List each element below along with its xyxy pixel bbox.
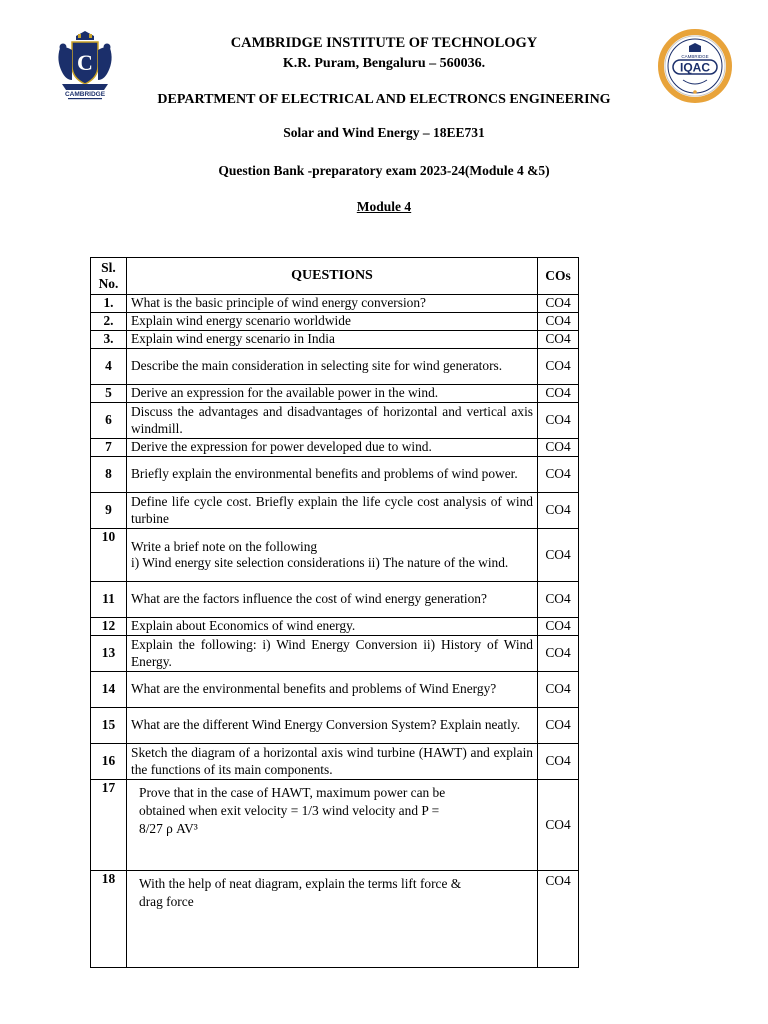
iqac-logo-small-text: CAMBRIDGE: [681, 54, 709, 59]
institute-name: CAMBRIDGE INSTITUTE OF TECHNOLOGY: [230, 35, 538, 51]
table-row: [91, 871, 579, 968]
course-outcome: CO4: [538, 871, 579, 968]
question-text: Discuss the advantages and disadvantages of horizontal and vertical axis windmill.: [127, 403, 538, 439]
course-outcome: CO4: [538, 708, 579, 744]
row-number: 12: [91, 618, 127, 636]
question-text: [127, 871, 538, 968]
row-number: 7: [91, 439, 127, 457]
question-text: What are the factors influence the cost of wind energy generation?: [127, 582, 538, 618]
row-number: 11: [91, 582, 127, 618]
question-text: What is the basic principle of wind energy conversion?: [127, 295, 538, 313]
row-number: 15: [91, 708, 127, 744]
question-text: [127, 529, 538, 582]
row-number: 1.: [91, 295, 127, 313]
department-name: DEPARTMENT OF ELECTRICAL AND ELECTRONCS ENGINEERING: [157, 92, 611, 107]
course-outcome: CO4: [538, 618, 579, 636]
table-row: [91, 403, 579, 439]
course-outcome: CO4: [538, 529, 579, 582]
course-outcome: CO4: [538, 636, 579, 672]
course-outcome: CO4: [538, 403, 579, 439]
question-text-line: 8/27 ρ AV³: [139, 821, 198, 836]
row-number: 10: [91, 529, 127, 582]
column-header-sl-line1: Sl.: [101, 259, 116, 275]
question-table: [90, 257, 579, 968]
column-header-questions: QUESTIONS: [127, 258, 538, 295]
question-text: Explain about Economics of wind energy.: [127, 618, 538, 636]
table-row: [91, 529, 579, 582]
table-row: [91, 582, 579, 618]
course-outcome: CO4: [538, 349, 579, 385]
module-heading: Module 4: [356, 199, 412, 214]
table-row: [91, 349, 579, 385]
question-text: Derive an expression for the available power in the wind.: [127, 385, 538, 403]
row-number: 5: [91, 385, 127, 403]
course-outcome: CO4: [538, 582, 579, 618]
row-number: 18: [91, 871, 127, 968]
question-text: Describe the main consideration in selecting site for wind generators.: [127, 349, 538, 385]
column-header-sl-line2: No.: [98, 276, 119, 291]
question-text-line: With the help of neat diagram, explain the terms lift force &: [139, 876, 462, 891]
table-row: [91, 636, 579, 672]
question-text: What are the different Wind Energy Conversion System? Explain neatly.: [127, 708, 538, 744]
row-number: 14: [91, 672, 127, 708]
table-row: [91, 439, 579, 457]
row-number: 16: [91, 744, 127, 780]
row-number: 6: [91, 403, 127, 439]
row-number: 3.: [91, 331, 127, 349]
question-text-line: drag force: [139, 894, 194, 909]
course-outcome: CO4: [538, 744, 579, 780]
institute-address: K.R. Puram, Bengaluru – 560036.: [282, 56, 486, 71]
course-outcome: CO4: [538, 313, 579, 331]
table-row: [91, 672, 579, 708]
row-number: 2.: [91, 313, 127, 331]
table-row: [91, 780, 579, 871]
course-outcome: CO4: [538, 439, 579, 457]
question-text-line: Prove that in the case of HAWT, maximum power can be: [139, 785, 446, 800]
course-title: Solar and Wind Energy – 18EE731: [283, 125, 485, 140]
table-row: [91, 331, 579, 349]
course-outcome: CO4: [538, 331, 579, 349]
college-logo-text: CAMBRIDGE: [64, 91, 106, 98]
course-outcome: CO4: [538, 457, 579, 493]
question-text: Explain wind energy scenario in India: [127, 331, 538, 349]
table-row: [91, 457, 579, 493]
question-bank-title: Question Bank -preparatory exam 2023-24(Module 4 &5): [218, 163, 550, 178]
question-text: Define life cycle cost. Briefly explain the life cycle cost analysis of wind turbine: [127, 493, 538, 529]
row-number: 4: [91, 349, 127, 385]
course-outcome: CO4: [538, 672, 579, 708]
table-row: [91, 744, 579, 780]
question-text: What are the environmental benefits and problems of Wind Energy?: [127, 672, 538, 708]
question-text: Derive the expression for power developed due to wind.: [127, 439, 538, 457]
question-text: Explain the following: i) Wind Energy Conversion ii) History of Wind Energy.: [127, 636, 538, 672]
table-row: [91, 493, 579, 529]
table-header-row: [91, 258, 579, 295]
table-row: [91, 313, 579, 331]
column-header-cos: COs: [538, 258, 579, 295]
table-row: [91, 385, 579, 403]
course-outcome: CO4: [538, 295, 579, 313]
iqac-logo-text: IQAC: [680, 60, 710, 75]
question-text-line: obtained when exit velocity = 1/3 wind velocity and P =: [139, 803, 440, 818]
table-row: [91, 295, 579, 313]
question-text: Explain wind energy scenario worldwide: [127, 313, 538, 331]
row-number: 8: [91, 457, 127, 493]
table-row: [91, 708, 579, 744]
row-number: 17: [91, 780, 127, 871]
course-outcome: CO4: [538, 385, 579, 403]
table-row: [91, 618, 579, 636]
column-header-sl-no: [91, 258, 127, 295]
course-outcome: CO4: [538, 780, 579, 871]
question-text-line: i) Wind energy site selection considerations ii) The nature of the wind.: [131, 555, 509, 570]
row-number: 13: [91, 636, 127, 672]
question-text: [127, 780, 538, 871]
course-outcome: CO4: [538, 493, 579, 529]
question-text-line: Write a brief note on the following: [131, 538, 318, 554]
question-text: Sketch the diagram of a horizontal axis wind turbine (HAWT) and explain the functions of its main components.: [127, 744, 538, 780]
question-text: Briefly explain the environmental benefits and problems of wind power.: [127, 457, 538, 493]
svg-text:C: C: [77, 50, 93, 75]
row-number: 9: [91, 493, 127, 529]
